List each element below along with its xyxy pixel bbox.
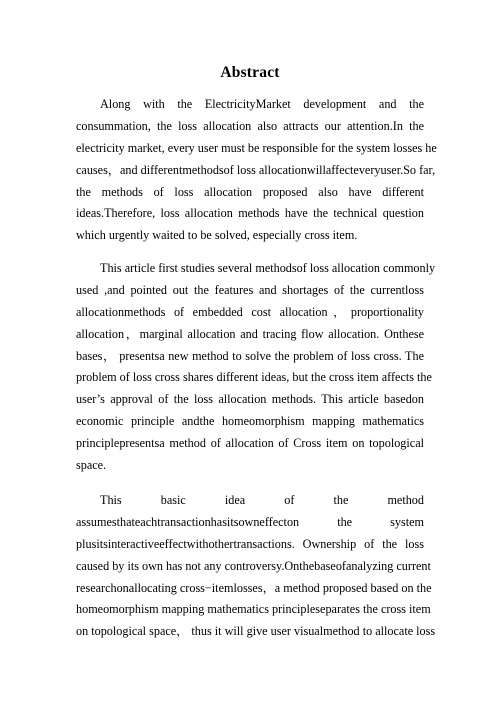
text-line: assumesthateachtransactionhasitsowneffecton the system (76, 514, 424, 529)
text-line: which urgently waited to be solved, especially cross item. (76, 228, 358, 243)
abstract-paragraph-3 (76, 490, 436, 643)
text-line: on topological space， thus it will give user visualmethod to allocate loss (76, 624, 436, 639)
text-line: researchonallocating cross−itemlosses，a method proposed based on the (76, 580, 432, 595)
text-line: the methods of loss allocation proposed also have different (76, 184, 424, 199)
text-line: This basic idea of the method (100, 493, 424, 507)
text-line: allocation，marginal allocation and tracing flow allocation. Onthese (76, 326, 424, 341)
abstract-paragraph-1 (76, 94, 437, 247)
text-line: principlepresentsa method of allocation of Cross item on topological (76, 436, 424, 451)
text-line: space. (76, 458, 107, 473)
text-line: bases， presentsa new method to solve the problem of loss cross. The (76, 348, 424, 363)
text-line: Along with the ElectricityMarket development and the (100, 97, 424, 111)
page-title: Abstract (220, 64, 280, 81)
text-line: plusitsinteractiveeffectwithothertransactions. Ownership of the loss (76, 536, 424, 551)
text-line: economic principle andthe homeomorphism mapping mathematics (76, 414, 424, 429)
text-line: consummation, the loss allocation also attracts our attention.In the (76, 118, 424, 133)
text-line: electricity market, every user must be responsible for the system losses he (76, 140, 437, 155)
text-line: used ,and pointed out the features and shortages of the currentloss (76, 282, 424, 297)
text-line: user’s approval of the loss allocation methods. This article basedon (76, 392, 424, 407)
text-line: causes，and differentmethodsof loss allocationwillaffecteveryuser.So far, (76, 162, 436, 177)
text-line: allocationmethods of embedded cost allocation，proportionality (76, 304, 424, 319)
text-line: ideas.Therefore, loss allocation methods have the technical question (76, 206, 424, 221)
text-line: homeomorphism mapping mathematics principleseparates the cross item (76, 602, 431, 617)
text-line: caused by its own has not any controversy.Onthebaseofanalyzing current (76, 558, 431, 573)
text-line: This article first studies several methodsof loss allocation commonly (100, 261, 436, 275)
abstract-paragraph-2 (76, 258, 436, 477)
text-line: problem of loss cross shares different ideas, but the cross item affects the (76, 370, 432, 385)
